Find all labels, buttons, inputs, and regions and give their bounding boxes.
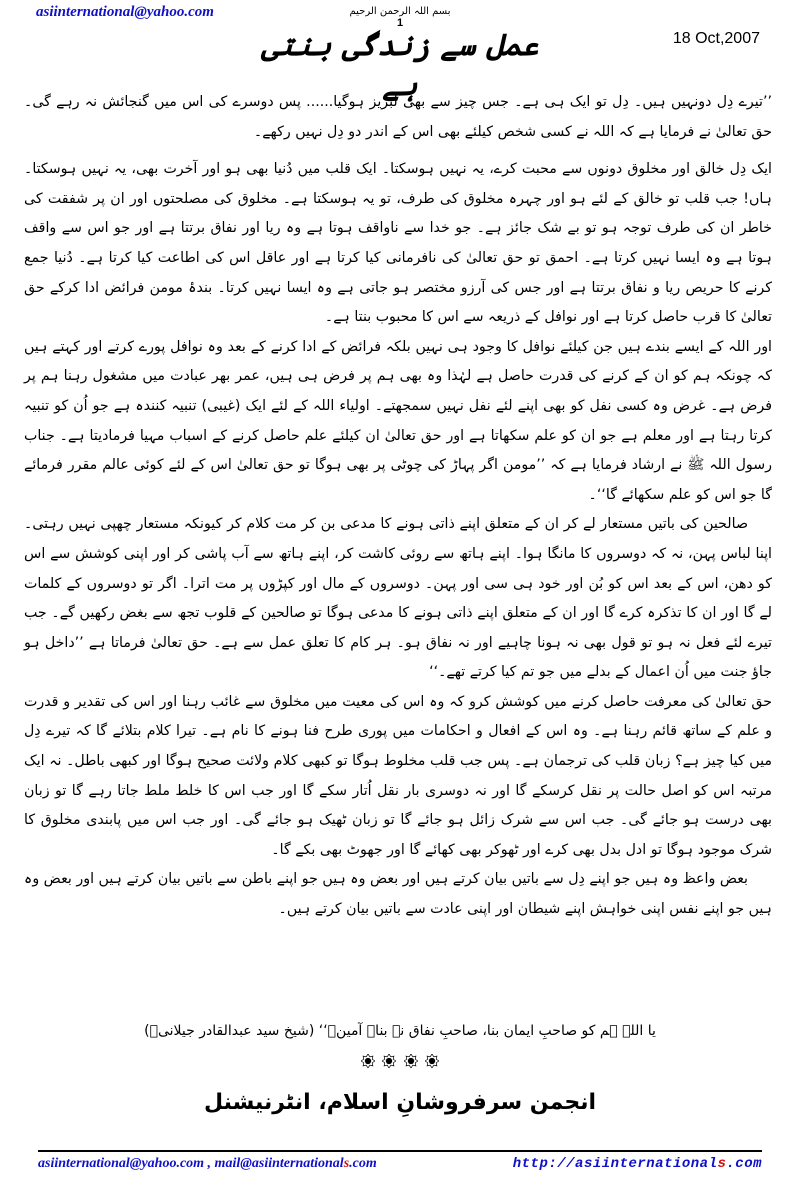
article-body [24,88,772,925]
footer-divider [38,1150,762,1152]
footer-emails-prefix: asiinternational@yahoo.com , mail@asiinternational [38,1156,344,1171]
footer-emails-accent: s [343,1156,350,1171]
ornament-row [0,1050,800,1069]
header-email-link[interactable]: asiinternational@yahoo.com [36,4,214,20]
footer-url-suffix: .com [726,1156,762,1172]
star-ornament-icon [425,1054,439,1068]
footer-emails-link[interactable] [38,1156,377,1172]
article-title: عمل سے زندگی بنتی ہے [261,28,539,103]
date: 18 Oct,2007 [672,30,760,47]
footer-url-prefix: http://asiinternational [512,1156,718,1172]
closing-prayer: یا اللہ ہم کو صاحبِ ایمان بنا، صاحبِ نفاق نہ بنا۔ آمین۔‘‘ (شیخ سید عبدالقادر جیلانیؒ) [144,1023,656,1039]
footer [38,1156,762,1180]
footer-url-accent: s [717,1156,727,1172]
paragraph: بعض واعظ وہ ہیں جو اپنے دِل سے باتیں بیان کرتے ہیں اور بعض وہ ہیں جو اپنے باطن سے باتیں بیان کرتے ہیں اور بعض وہ ہیں جو اپنے نفس اپنی خواہش اپنے شیطان اور اپنی عادت سے باتیں بیان کرتے ہیں۔ [24,871,772,918]
paragraph: ایک دِل خالق اور مخلوق دونوں سے محبت کرے، یہ نہیں ہوسکتا۔ ایک قلب میں دُنیا بھی ہو اور آخرت بھی، یہ نہیں ہوسکتا۔ ہاں! جب قلب تو خالق کے لئے ہو اور چہرہ مخلوق کی طرف، تو یہ ہوسکتا ہے۔ مخلوق کی مصلحتوں اور ان پر شفقت کی خاطر ان کی طرف توجہ ہو تو بے شک جائز ہے۔ جو خدا سے ناواقف ہوتا ہے وہ ریا اور نفاق برتتا ہے اور جو اس سے واقف ہوتا ہے وہ ایسا نہیں کرتا ہے۔ احمق تو حق تعالیٰ کی نافرمانی کیا کرتا ہے اور عاقل اس کی اطاعت کیا کرتا ہے۔ دُنیا جمع کرنے کا حریص ریا و نفاق برتتا ہے اور جس کی آرزو مختصر ہو جاتی ہے وہ ایسا نہیں کرتا۔ بندۂ مومن فرائض ادا کرکے حق تعالیٰ کا قرب حاصل کرتا ہے اور نوافل کے ذریعہ سے اس کا محبوب بنتا ہے۔ [24,161,772,326]
paragraph: صالحین کی باتیں مستعار لے کر ان کے متعلق اپنے ذاتی ہونے کا مدعی بن کر مت کلام کر کیونکہ مستعار چھپی نہیں رہتی۔ اپنا لباس پہن، نہ کہ دوسروں کا مانگا ہوا۔ اپنے ہاتھ سے روئی کاشت کر، اپنے ہاتھ سے آب پاشی کر اور اپنی کوشش سے اس کو دھن، اس کے بعد اس کو بُن اور خود ہی سی اور پہن۔ دوسروں کے مال اور کپڑوں پر مت اترا۔ اگر تو دوسروں کے کلمات لے گا اور ان کا تذکرہ کرے گا اور ان کے متعلق اپنے ذاتی ہونے کا مدعی ہوگا تو صالحین کے قلوب تجھ سے بغض رکھیں گے۔ جب تیرے لئے فعل نہ ہو تو قول بھی نہ ہونا چاہیے اور نہ نفاق ہو۔ ہر کام کا تعلق عمل سے ہے۔ حق تعالیٰ فرماتا ہے ’’داخل ہو جاؤ جنت میں اُن اعمال کے بدلے میں جو تم کیا کرتے تھے۔‘‘ [24,516,772,681]
paragraph: اور اللہ کے ایسے بندے ہیں جن کیلئے نوافل کا وجود ہی نہیں بلکہ فرائض کے ادا کرنے کے بعد وہ نوافل پورے کرتے اور کہتے ہیں کہ چونکہ ہم کو ان کے کرنے کی قدرت حاصل ہے لہٰذا وہ بھی ہم پر فرض ہی ہیں، عمر بھر عبادت میں مشغول رہنا ہم پر فرض ہے۔ غرض وہ کسی نفل کو بھی اپنے لئے نفل نہیں سمجھتے۔ اولیاء اللہ کے لئے ایک (غیبی) تنبیہ کنندہ ہے جو اُن کو تنبیہ کرتا رہتا ہے اور معلم ہے جو ان کو علم سکھاتا ہے اور حق تعالیٰ ان کیلئے علم حاصل کرنے کے اسباب مہیا فرمادیتا ہے۔ جناب رسول اللہ ﷺ نے ارشاد فرمایا ہے کہ ’’مومن اگر پہاڑ کی چوٹی پر بھی ہوگا تو حق تعالیٰ اس کے لئے کوئی عالم مقرر فرمائے گا جو اس کو علم سکھائے گا‘‘۔ [24,338,772,503]
footer-website-link[interactable] [513,1156,762,1172]
page-number: 1 [396,17,404,29]
paragraph: ’’تیرے دِل دونہیں ہیں۔ دِل تو ایک ہی ہے۔ جس چیز سے بھی لبریز ہوگیا...... پس دوسرے کی اس میں گنجائش نہ رہے گی۔ حق تعالیٰ نے فرمایا ہے کہ اللہ نے کسی شخص کیلئے بھی اس کے اندر دو دِل نہیں رکھے۔ [24,94,772,140]
footer-emails-suffix: .com [349,1156,377,1171]
organization-name: انجمن سرفروشانِ اسلام، انٹرنیشنل [203,1090,596,1115]
bismillah-text: بسم اللہ الرحمن الرحیم [349,6,451,17]
paragraph: حق تعالیٰ کی معرفت حاصل کرنے میں کوشش کرو کہ وہ اس کی معیت میں مخلوق سے غائب رہنا اور اس کی تقدیر و قدرت و علم کے ساتھ قائم رہنا ہے۔ وہ اس کے افعال و احکامات میں پوری طرح فنا ہونے کا نام ہے۔ تیرا کلام بتلائے گا کہ تیرے دِل میں کیا چیز ہے؟ زبان قلب کی ترجمان ہے۔ پس جب قلب مخلوط ہوگا تو کبھی کلام ولائت صحیح ہوگا اور کبھی باطل۔ نہ ایک مرتبہ اس کو اصل حالت پر نقل کرسکے گا اور نہ دوسری بار نقل اُتار سکے گا اور جب اس کا خلط ملط جاتا رہے گا تو زبان بھی درست ہو جائے گی۔ جب اس سے شرک زائل ہو جائے گا تو زبان ٹھیک ہو جائے گی۔ اور جب اس میں پابندی مخلوق کا شرک موجود ہوگا تو ادل بدل بھی کرے اور ٹھوکر بھی کھائے گا اور جھوٹ بھی بکے گا۔ [24,693,772,858]
star-ornament-icon [404,1054,418,1068]
star-ornament-icon [361,1054,375,1068]
star-ornament-icon [382,1054,396,1068]
